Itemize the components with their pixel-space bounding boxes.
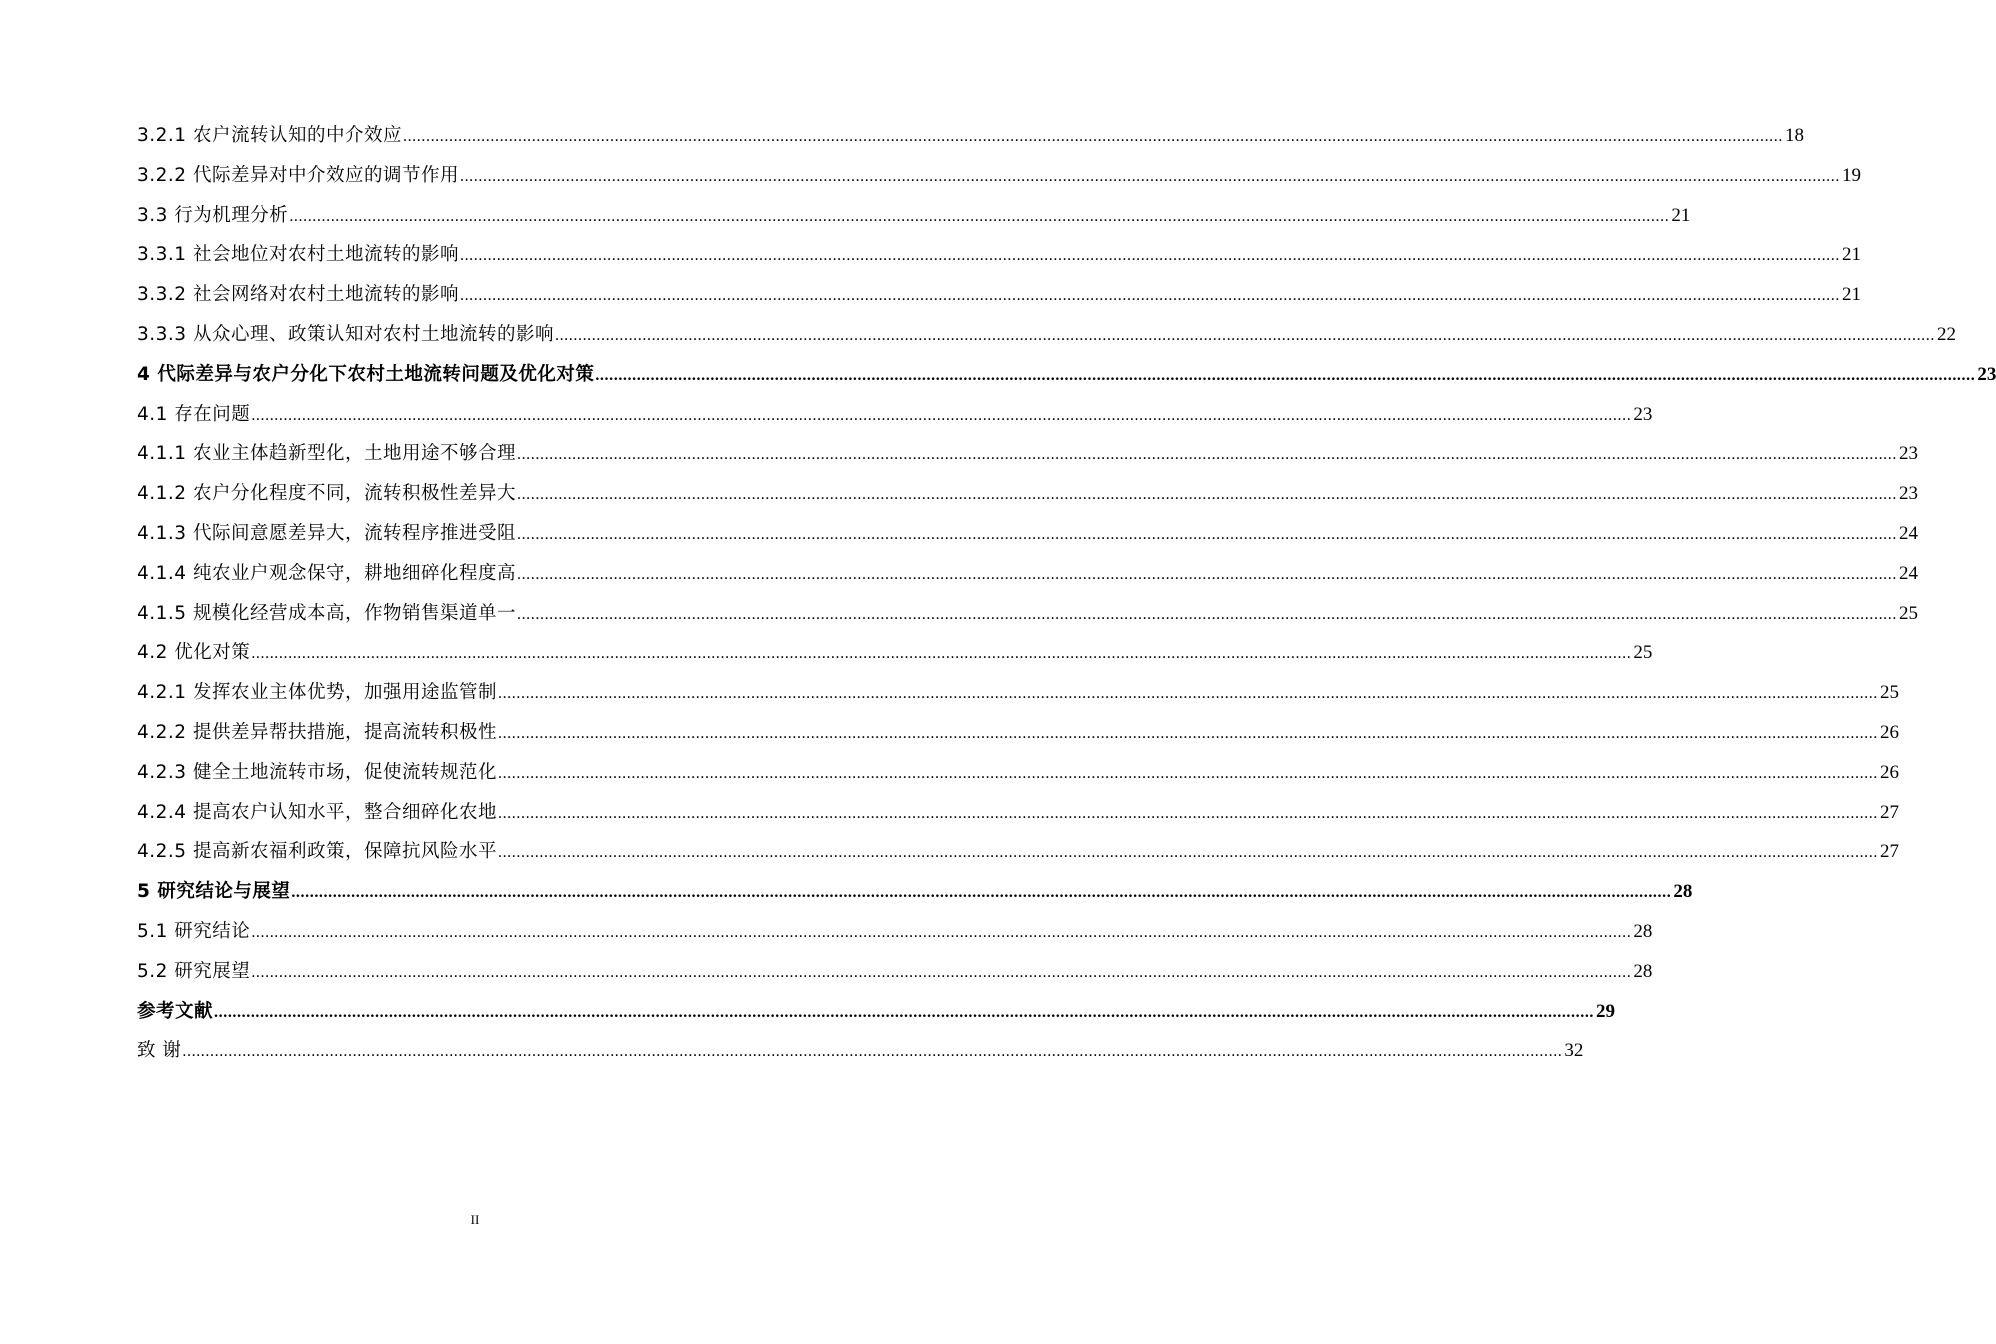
- toc-entry-page-number: 19: [1841, 164, 1861, 186]
- toc-entry-title: 4.1.1 农业主体趋新型化，土地用途不够合理: [137, 443, 516, 465]
- toc-dot-leader: ............................................................................................................................................................................................................................................................................................................: [497, 804, 1878, 822]
- toc-dot-leader: ............................................................................................................................................................................................................................................................................................................: [554, 326, 1935, 344]
- toc-entry-page-number: 21: [1671, 204, 1691, 226]
- toc-entry[interactable]: [137, 434, 1918, 474]
- toc-entry-page-number: 18: [1784, 125, 1804, 146]
- toc-entry[interactable]: [137, 395, 1653, 435]
- toc-entry-page-number: 26: [1879, 761, 1899, 783]
- toc-entry[interactable]: [137, 912, 1653, 952]
- toc-dot-leader: ............................................................................................................................................................................................................................................................................................................: [516, 525, 1897, 543]
- toc-entry-title: 4.1 存在问题: [137, 403, 251, 425]
- toc-entry-title: 参考文献: [137, 1000, 214, 1022]
- toc-entry-title: 4 代际差异与农户分化下农村土地流转问题及优化对策: [137, 363, 595, 385]
- toc-dot-leader: ............................................................................................................................................................................................................................................................................................................: [251, 963, 1632, 981]
- toc-entry[interactable]: [137, 832, 1899, 872]
- table-of-contents: [137, 116, 1996, 1071]
- toc-entry-title: 致 谢: [137, 1040, 182, 1062]
- toc-entry-page-number: 23: [1977, 363, 1996, 385]
- toc-entry[interactable]: [137, 594, 1918, 634]
- toc-entry-page-number: 32: [1564, 1040, 1584, 1062]
- toc-dot-leader: ............................................................................................................................................................................................................................................................................................................: [402, 128, 1783, 145]
- toc-dot-leader: ............................................................................................................................................................................................................................................................................................................: [497, 764, 1878, 782]
- toc-dot-leader: ............................................................................................................................................................................................................................................................................................................: [516, 486, 1897, 504]
- toc-entry[interactable]: [137, 355, 1996, 395]
- toc-entry-page-number: 23: [1898, 443, 1918, 465]
- toc-entry-page-number: 27: [1879, 801, 1899, 823]
- toc-dot-leader: ............................................................................................................................................................................................................................................................................................................: [595, 366, 1976, 384]
- toc-entry-title: 5.2 研究展望: [137, 960, 251, 982]
- toc-entry[interactable]: [137, 952, 1653, 992]
- page-number: II: [470, 1212, 480, 1227]
- toc-entry-title: 3.2.1 农户流转认知的中介效应: [137, 125, 402, 146]
- toc-entry[interactable]: [137, 514, 1918, 554]
- toc-dot-leader: ............................................................................................................................................................................................................................................................................................................: [497, 844, 1878, 862]
- toc-entry-page-number: 24: [1898, 522, 1918, 544]
- toc-entry-title: 4.2.1 发挥农业主体优势，加强用途监管制: [137, 682, 497, 704]
- toc-entry[interactable]: [137, 753, 1899, 793]
- toc-dot-leader: ............................................................................................................................................................................................................................................................................................................: [459, 167, 1840, 185]
- toc-entry[interactable]: [137, 872, 1693, 912]
- toc-dot-leader: ............................................................................................................................................................................................................................................................................................................: [291, 884, 1672, 902]
- toc-entry-title: 4.1.3 代际间意愿差异大，流转程序推进受阻: [137, 522, 516, 544]
- toc-entry[interactable]: [137, 713, 1899, 753]
- toc-entry-page-number: 25: [1898, 602, 1918, 624]
- toc-entry-page-number: 24: [1898, 562, 1918, 584]
- toc-entry-title: 4.2.4 提高农户认知水平，整合细碎化农地: [137, 801, 497, 823]
- toc-entry-title: 3.3.3 从众心理、政策认知对农村土地流转的影响: [137, 323, 554, 345]
- toc-entry-page-number: 22: [1936, 323, 1956, 345]
- toc-entry[interactable]: [137, 116, 1804, 156]
- toc-entry[interactable]: [137, 673, 1899, 713]
- toc-entry-page-number: 21: [1841, 284, 1861, 306]
- toc-entry[interactable]: [137, 554, 1918, 594]
- toc-entry-title: 4.2.5 提高新农福利政策，保障抗风险水平: [137, 841, 497, 863]
- toc-entry-title: 5.1 研究结论: [137, 920, 251, 942]
- toc-dot-leader: ............................................................................................................................................................................................................................................................................................................: [516, 565, 1897, 583]
- toc-entry[interactable]: [137, 235, 1861, 275]
- toc-entry[interactable]: [137, 315, 1956, 355]
- toc-entry-page-number: 29: [1596, 1000, 1616, 1022]
- toc-entry-title: 3.3.1 社会地位对农村土地流转的影响: [137, 244, 459, 266]
- toc-entry-title: 4.2.2 提供差异帮扶措施，提高流转积极性: [137, 721, 497, 743]
- toc-entry[interactable]: [137, 474, 1918, 514]
- toc-dot-leader: ............................................................................................................................................................................................................................................................................................................: [251, 645, 1632, 663]
- toc-entry[interactable]: [137, 156, 1861, 196]
- toc-entry-page-number: 25: [1879, 682, 1899, 704]
- toc-entry-title: 4.1.5 规模化经营成本高，作物销售渠道单一: [137, 602, 516, 624]
- toc-entry-title: 4.2 优化对策: [137, 642, 251, 664]
- toc-dot-leader: ............................................................................................................................................................................................................................................................................................................: [251, 923, 1632, 941]
- toc-dot-leader: ............................................................................................................................................................................................................................................................................................................: [516, 605, 1897, 623]
- toc-entry-title: 4.2.3 健全土地流转市场，促使流转规范化: [137, 761, 497, 783]
- toc-entry-page-number: 23: [1633, 403, 1653, 425]
- toc-dot-leader: ............................................................................................................................................................................................................................................................................................................: [182, 1043, 1563, 1061]
- toc-dot-leader: ............................................................................................................................................................................................................................................................................................................: [497, 685, 1878, 703]
- toc-entry-title: 5 研究结论与展望: [137, 881, 291, 903]
- toc-entry-title: 3.3 行为机理分析: [137, 204, 289, 226]
- toc-entry-title: 4.1.4 纯农业户观念保守，耕地细碎化程度高: [137, 562, 516, 584]
- toc-entry[interactable]: [137, 196, 1691, 236]
- toc-entry[interactable]: [137, 992, 1616, 1032]
- toc-entry-title: 3.3.2 社会网络对农村土地流转的影响: [137, 284, 459, 306]
- toc-entry[interactable]: [137, 1031, 1584, 1071]
- toc-entry-page-number: 27: [1879, 841, 1899, 863]
- toc-entry-page-number: 28: [1673, 881, 1693, 903]
- toc-dot-leader: ............................................................................................................................................................................................................................................................................................................: [516, 446, 1897, 464]
- toc-dot-leader: ............................................................................................................................................................................................................................................................................................................: [214, 1003, 1595, 1021]
- toc-dot-leader: ............................................................................................................................................................................................................................................................................................................: [289, 207, 1670, 225]
- toc-entry-page-number: 28: [1633, 960, 1653, 982]
- toc-entry-page-number: 26: [1879, 721, 1899, 743]
- toc-dot-leader: ............................................................................................................................................................................................................................................................................................................: [459, 287, 1840, 305]
- toc-dot-leader: ............................................................................................................................................................................................................................................................................................................: [459, 247, 1840, 265]
- toc-entry-title: 4.1.2 农户分化程度不同，流转积极性差异大: [137, 483, 516, 505]
- toc-entry[interactable]: [137, 275, 1861, 315]
- toc-dot-leader: ............................................................................................................................................................................................................................................................................................................: [251, 406, 1632, 424]
- toc-dot-leader: ............................................................................................................................................................................................................................................................................................................: [497, 724, 1878, 742]
- toc-entry[interactable]: [137, 633, 1653, 673]
- toc-entry-page-number: 25: [1633, 642, 1653, 664]
- toc-entry-page-number: 23: [1898, 483, 1918, 505]
- toc-entry[interactable]: [137, 793, 1899, 833]
- toc-entry-page-number: 28: [1633, 920, 1653, 942]
- toc-entry-title: 3.2.2 代际差异对中介效应的调节作用: [137, 164, 459, 186]
- toc-entry-page-number: 21: [1841, 244, 1861, 266]
